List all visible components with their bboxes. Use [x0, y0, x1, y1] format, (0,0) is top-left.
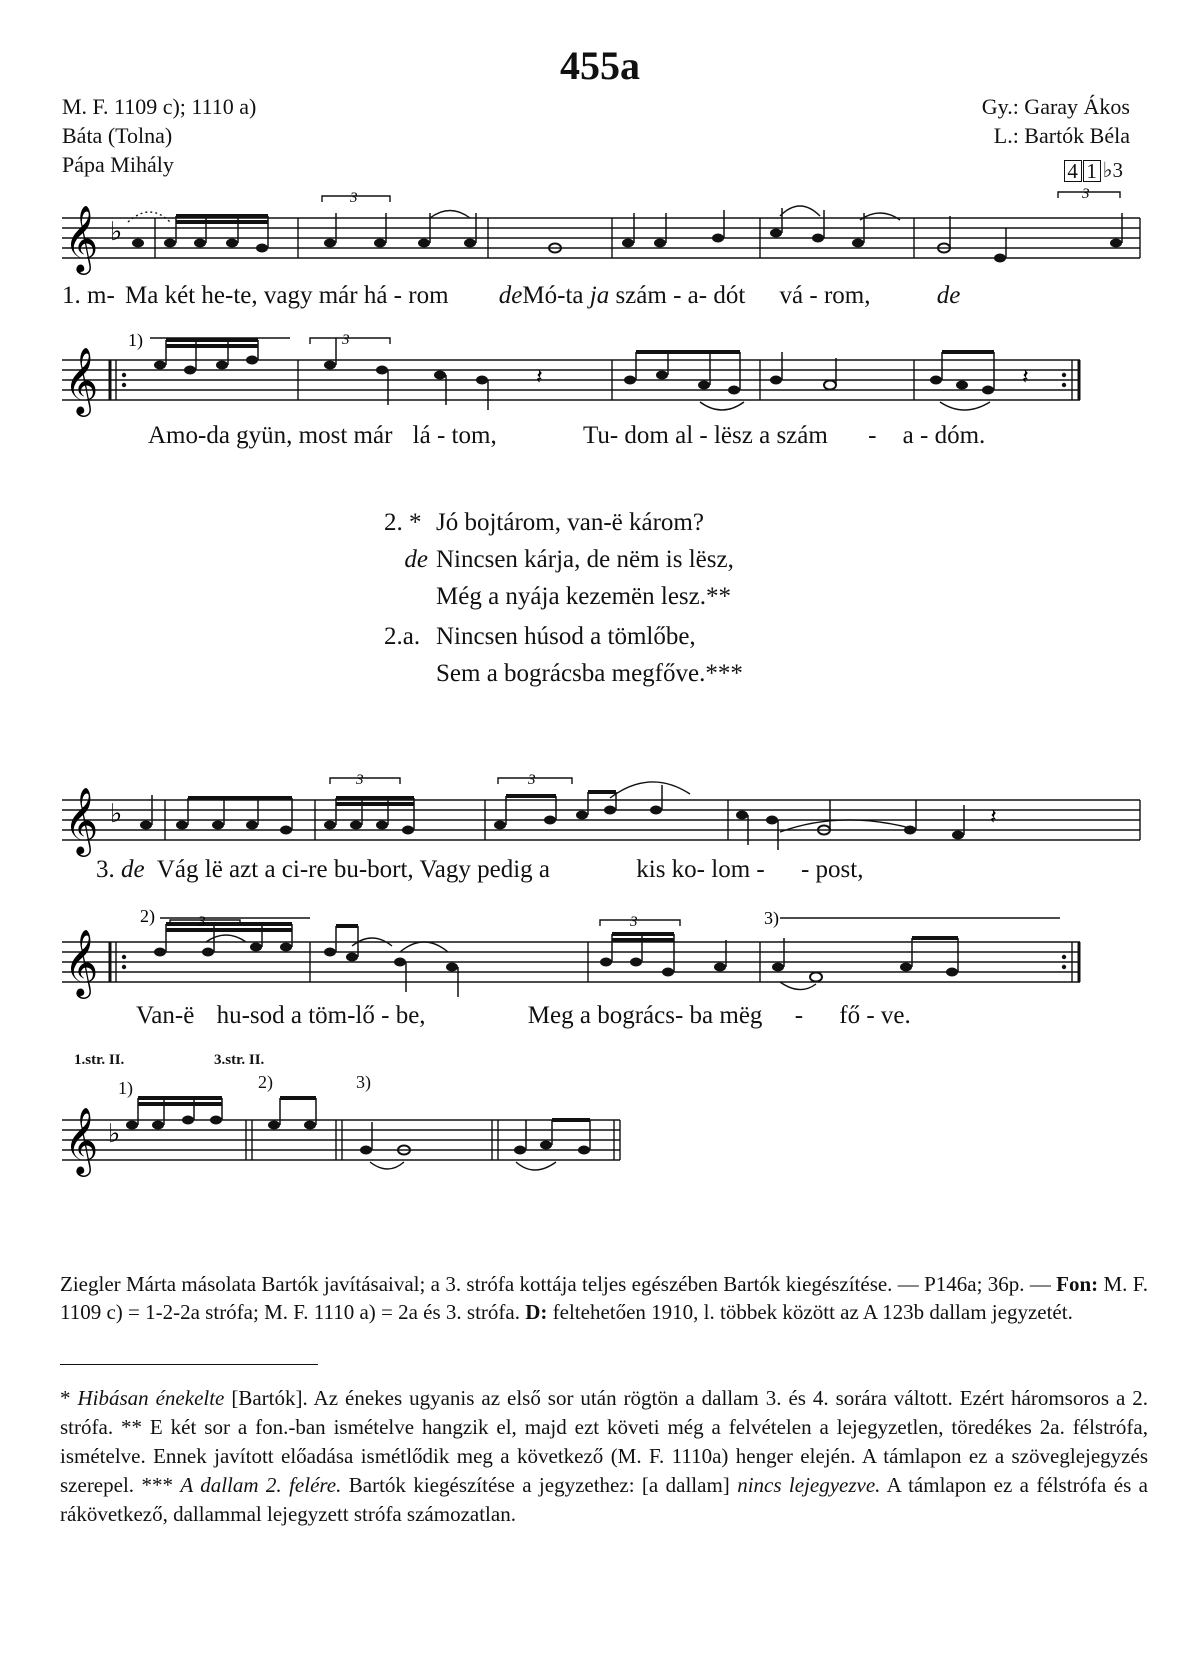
triplet-mark: 3 [528, 772, 536, 788]
variant-mark-1: 1) [128, 330, 143, 350]
footnotes: * Hibásan énekelte [Bartók]. Az énekes ugyanis az első sor után rögtön a dallam 3. és 4. sorára váltott. Ezért háromsoros a 2. strófa. ** E két sor a fon.-ban ismételve hangzik el, majd ezt követi még a felvételen a lejegyzetlen, töredékes 2a. félstrófa, ismételve. Ennek javított előadása ismétlődik meg a következő (M. F. 1110a) henger elején. A támlapon ez a szöveglejegyzés szerepel. *** A dallam 2. felére. Bartók kiegészítése a jegyzethez: [a dallam] nincs lejegyezve. A támlapon ez a félstrófa és a rákövetkező, dallammal lejegyzett strófa számozatlan. [60, 1386, 1149, 1526]
staff-4-lyrics: Van-ë hu-sod a töm-lő - be, Meg a bogrács- ba mëg - fő - ve. [136, 1002, 911, 1029]
staff-3-lyrics: 3. de Vág lë azt a ci-re bu-bort, Vagy pedig a kis ko- lom - - post, [96, 856, 864, 883]
song-number: 455a [560, 43, 640, 88]
triplet-mark: 3 [342, 332, 350, 348]
treble-clef-icon: 𝄞 [64, 204, 99, 272]
stanza-2 [384, 504, 734, 615]
treble-clef-icon: 𝄞 [64, 928, 99, 996]
stanza-2-line-1: 2. * Jó bojtárom, van-ë károm? [384, 509, 704, 536]
variants-staff [0, 1090, 1200, 1200]
stanza-2a [384, 618, 743, 692]
class-box-3: ♭3 [1102, 158, 1123, 182]
class-box-2: 1 [1083, 160, 1101, 182]
quarter-rest-icon: 𝄽 [990, 804, 997, 829]
stanza-2a-line-2: Sem a bográcsba megfőve.*** [436, 660, 743, 687]
credits [982, 92, 1130, 150]
quarter-rest-icon: 𝄽 [1022, 364, 1029, 389]
triplet-mark: 3 [1082, 186, 1090, 202]
stanza-2-line-3: Még a nyája kezemën lesz.** [436, 583, 732, 610]
variant-1: 1) [118, 1078, 133, 1098]
variant-3: 3) [356, 1072, 371, 1092]
footnote-divider [60, 1364, 318, 1365]
variant-2: 2) [258, 1072, 273, 1092]
flat-icon: ♭ [110, 799, 123, 829]
stanza-2a-line-1: 2.a. Nincsen húsod a tömlőbe, [384, 623, 696, 650]
singer: Pápa Mihály [62, 152, 174, 177]
variant-mark-3: 3) [764, 908, 779, 928]
triplet-mark: 3 [350, 190, 358, 206]
variant-label-1: 1.str. II. [74, 1052, 125, 1068]
staff-2-lyrics: Amo-da gyün, most már lá - tom, Tu- dom al - lësz a szám - a - dóm. [148, 422, 986, 449]
stanza-2-line-2: de Nincsen kárja, de nëm is lësz, [404, 546, 734, 573]
source-info [62, 92, 256, 179]
collector: Gy.: Garay Ákos [981, 94, 1130, 119]
location: Báta (Tolna) [62, 123, 173, 148]
quarter-rest-icon: 𝄽 [536, 364, 543, 389]
flat-icon: ♭ [108, 1119, 121, 1149]
treble-clef-icon: 𝄞 [64, 1106, 99, 1174]
triplet-mark: 3 [198, 914, 206, 930]
triplet-mark: 3 [630, 914, 638, 930]
treble-clef-icon: 𝄞 [64, 786, 99, 854]
triplet-mark: 3 [356, 772, 364, 788]
class-box-1: 4 [1064, 160, 1082, 182]
variant-label-2: 3.str. II. [214, 1052, 265, 1068]
staff-1-lyrics: 1. m- Ma két he-te, vagy már há - rom deMó-ta ja szám - a- dót vá - rom, de [62, 282, 961, 309]
variant-mark-2: 2) [140, 906, 155, 926]
treble-clef-icon: 𝄞 [64, 346, 99, 414]
recording-id: M. F. 1109 c); 1110 a) [62, 94, 257, 119]
transcriber: L.: Bartók Béla [993, 123, 1130, 148]
classification-boxes [1063, 160, 1124, 182]
flat-icon: ♭ [110, 217, 123, 247]
editorial-note: Ziegler Márta másolata Bartók javításaival; a 3. strófa kottája teljes egészében Bartók kiegészítése. — P146a; 36p. — Fon: M. F. 1109 c) = 1-2-2a strófa; M. F. 1110 a) = 2a és 3. strófa. D: feltehetően 1910, l. többek között az A 123b dallam jegyzetét. [60, 1272, 1148, 1324]
